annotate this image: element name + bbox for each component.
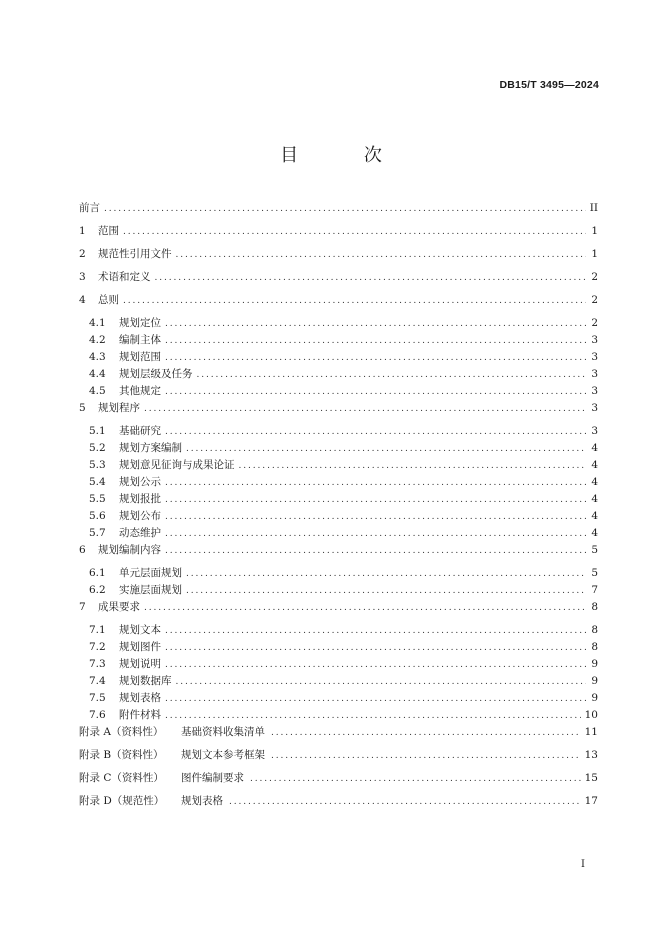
dot-leader	[165, 427, 586, 437]
toc-entry-label: 规划文本	[119, 624, 161, 636]
toc-entry-page: 3	[591, 425, 598, 437]
dot-leader	[186, 569, 586, 579]
dot-leader	[165, 353, 586, 363]
toc-entry-number: 4.5	[89, 385, 106, 397]
toc-entry-label: 术语和定义	[98, 271, 151, 283]
toc-entry[interactable]	[79, 223, 598, 246]
dot-leader	[165, 387, 586, 397]
toc-entry[interactable]	[79, 542, 598, 565]
toc-entry-page: 4	[591, 476, 598, 488]
toc-entry-page: 9	[591, 692, 598, 704]
dot-leader	[123, 227, 586, 237]
toc-entry-page: 5	[591, 544, 598, 556]
toc-entry[interactable]	[79, 423, 598, 440]
dot-leader	[186, 444, 586, 454]
toc-entry-label: 图件编制要求	[181, 772, 244, 784]
toc-entry-label: 规划编制内容	[98, 544, 161, 556]
toc-entry-page: 8	[591, 641, 598, 653]
toc-entry[interactable]	[79, 440, 598, 457]
page-title: 目 次	[280, 145, 412, 166]
toc-entry[interactable]	[79, 200, 598, 223]
dot-leader	[104, 204, 586, 214]
toc-entry[interactable]	[79, 332, 598, 349]
toc-entry-number: 4.3	[89, 351, 106, 363]
toc-entry-page: 9	[591, 658, 598, 670]
toc-entry[interactable]	[79, 639, 598, 656]
toc-entry[interactable]	[79, 366, 598, 383]
page-number: I	[581, 859, 585, 870]
toc-entry-page: 4	[591, 459, 598, 471]
toc-entry-page: 3	[591, 368, 598, 380]
table-of-contents	[79, 200, 598, 816]
toc-entry-page: 17	[584, 795, 598, 807]
toc-entry-number: 7.4	[89, 675, 106, 687]
toc-entry-number: 5.3	[89, 459, 106, 471]
toc-entry-label: 单元层面规划	[119, 567, 182, 579]
toc-entry[interactable]	[79, 565, 598, 582]
toc-entry-page: 2	[591, 294, 598, 306]
toc-entry-page: 8	[591, 601, 598, 613]
toc-entry-number: 附录 B（资料性）	[79, 749, 164, 761]
toc-entry-number: 6.1	[89, 567, 106, 579]
toc-entry-page: 3	[591, 385, 598, 397]
toc-entry-label: 规划公示	[119, 476, 161, 488]
toc-entry-number: 5.6	[89, 510, 106, 522]
toc-entry-label: 规划报批	[119, 493, 161, 505]
toc-entry-number: 7.3	[89, 658, 106, 670]
toc-entry-page: 4	[591, 510, 598, 522]
toc-entry-page: 2	[591, 271, 598, 283]
toc-entry-page: 3	[591, 334, 598, 346]
toc-entry[interactable]	[79, 269, 598, 292]
toc-entry-page: 4	[591, 527, 598, 539]
toc-entry-label: 附件材料	[119, 709, 161, 721]
toc-entry-label: 规划范围	[119, 351, 161, 363]
toc-entry-number: 4	[79, 294, 86, 306]
dot-leader	[239, 461, 587, 471]
dot-leader	[165, 626, 586, 636]
toc-entry[interactable]	[79, 690, 598, 707]
toc-entry[interactable]	[79, 724, 598, 747]
toc-entry-number: 7.6	[89, 709, 106, 721]
dot-leader	[165, 643, 586, 653]
toc-entry-label: 规划文本参考框架	[181, 749, 265, 761]
toc-entry-number: 5	[79, 402, 86, 414]
dot-leader	[165, 512, 586, 522]
toc-entry-label: 前言	[79, 202, 100, 214]
toc-entry-label: 规范性引用文件	[98, 248, 172, 260]
toc-entry[interactable]	[79, 770, 598, 793]
toc-entry-number: 6	[79, 544, 86, 556]
dot-leader	[144, 603, 586, 613]
toc-entry-label: 规划表格	[119, 692, 161, 704]
toc-entry-page: 4	[591, 442, 598, 454]
dot-leader	[155, 273, 587, 283]
toc-entry-label: 规划意见征询与成果论证	[119, 459, 235, 471]
dot-leader	[186, 586, 586, 596]
toc-entry-label: 规划说明	[119, 658, 161, 670]
standard-code: DB15/T 3495—2024	[499, 79, 599, 91]
dot-leader	[165, 319, 586, 329]
dot-leader	[144, 404, 586, 414]
dot-leader	[123, 296, 586, 306]
toc-entry-page: 4	[591, 493, 598, 505]
toc-entry-page: 1	[591, 225, 598, 237]
toc-entry-number: 附录 A（资料性）	[79, 726, 164, 738]
toc-entry-number: 6.2	[89, 584, 106, 596]
dot-leader	[176, 250, 587, 260]
toc-entry-page: 3	[591, 351, 598, 363]
toc-entry-page: 13	[584, 749, 598, 761]
toc-entry-label: 成果要求	[98, 601, 140, 613]
toc-entry-number: 5.4	[89, 476, 106, 488]
toc-entry-number: 5.5	[89, 493, 106, 505]
toc-entry-number: 5.2	[89, 442, 106, 454]
toc-entry-label: 总则	[98, 294, 119, 306]
toc-entry-label: 基础资料收集清单	[181, 726, 265, 738]
toc-entry[interactable]	[79, 525, 598, 542]
toc-entry[interactable]	[79, 474, 598, 491]
toc-entry-page: 1	[591, 248, 598, 260]
toc-entry-page: 15	[584, 772, 598, 784]
dot-leader	[165, 478, 586, 488]
toc-entry-page: 9	[591, 675, 598, 687]
toc-entry-label: 编制主体	[119, 334, 161, 346]
toc-entry-number: 7.1	[89, 624, 106, 636]
toc-entry-number: 4.4	[89, 368, 106, 380]
toc-entry[interactable]	[79, 656, 598, 673]
dot-leader	[197, 370, 587, 380]
toc-entry[interactable]	[79, 349, 598, 366]
toc-entry[interactable]	[79, 747, 598, 770]
dot-leader	[271, 728, 581, 738]
toc-entry[interactable]	[79, 599, 598, 622]
toc-entry[interactable]	[79, 246, 598, 269]
toc-entry-page: 10	[584, 709, 598, 721]
toc-entry[interactable]	[79, 400, 598, 423]
toc-entry-number: 7.5	[89, 692, 106, 704]
toc-entry-page: 7	[591, 584, 598, 596]
dot-leader	[165, 495, 586, 505]
toc-entry-page: 3	[591, 402, 598, 414]
toc-entry[interactable]	[79, 622, 598, 639]
toc-entry[interactable]	[79, 582, 598, 599]
toc-entry-label: 规划层级及任务	[119, 368, 193, 380]
toc-entry[interactable]	[79, 315, 598, 332]
toc-entry-label: 基础研究	[119, 425, 161, 437]
toc-entry-number: 4.2	[89, 334, 106, 346]
toc-entry-label: 其他规定	[119, 385, 161, 397]
toc-entry-label: 规划图件	[119, 641, 161, 653]
dot-leader	[165, 529, 586, 539]
dot-leader	[250, 774, 581, 784]
toc-entry[interactable]	[79, 292, 598, 315]
toc-entry-number: 附录 D（规范性）	[79, 795, 165, 807]
toc-entry-label: 规划方案编制	[119, 442, 182, 454]
toc-entry-page: II	[589, 202, 598, 214]
toc-entry-label: 规划定位	[119, 317, 161, 329]
toc-entry-label: 动态维护	[119, 527, 161, 539]
dot-leader	[165, 711, 581, 721]
toc-entry-number: 3	[79, 271, 86, 283]
toc-entry[interactable]	[79, 673, 598, 690]
dot-leader	[165, 660, 586, 670]
toc-entry-label: 实施层面规划	[119, 584, 182, 596]
toc-entry-number: 7.2	[89, 641, 106, 653]
dot-leader	[165, 694, 586, 704]
dot-leader	[229, 797, 581, 807]
toc-entry[interactable]	[79, 383, 598, 400]
toc-entry-number: 2	[79, 248, 86, 260]
toc-entry-number: 1	[79, 225, 86, 237]
toc-entry[interactable]	[79, 707, 598, 724]
toc-entry-page: 8	[591, 624, 598, 636]
toc-entry-number: 5.7	[89, 527, 106, 539]
dot-leader	[176, 677, 587, 687]
toc-entry-label: 范围	[98, 225, 119, 237]
dot-leader	[271, 751, 581, 761]
toc-entry-label: 规划程序	[98, 402, 140, 414]
toc-entry-number: 附录 C（资料性）	[79, 772, 164, 784]
toc-entry[interactable]	[79, 793, 598, 816]
toc-entry-number: 5.1	[89, 425, 106, 437]
toc-entry-label: 规划表格	[181, 795, 223, 807]
toc-entry[interactable]	[79, 491, 598, 508]
dot-leader	[165, 546, 586, 556]
toc-entry-label: 规划数据库	[119, 675, 172, 687]
toc-entry-page: 11	[584, 726, 598, 738]
toc-entry-number: 4.1	[89, 317, 106, 329]
dot-leader	[165, 336, 586, 346]
toc-entry-label: 规划公布	[119, 510, 161, 522]
toc-entry-number: 7	[79, 601, 86, 613]
toc-entry-page: 2	[591, 317, 598, 329]
toc-entry[interactable]	[79, 508, 598, 525]
toc-entry-page: 5	[591, 567, 598, 579]
toc-entry[interactable]	[79, 457, 598, 474]
